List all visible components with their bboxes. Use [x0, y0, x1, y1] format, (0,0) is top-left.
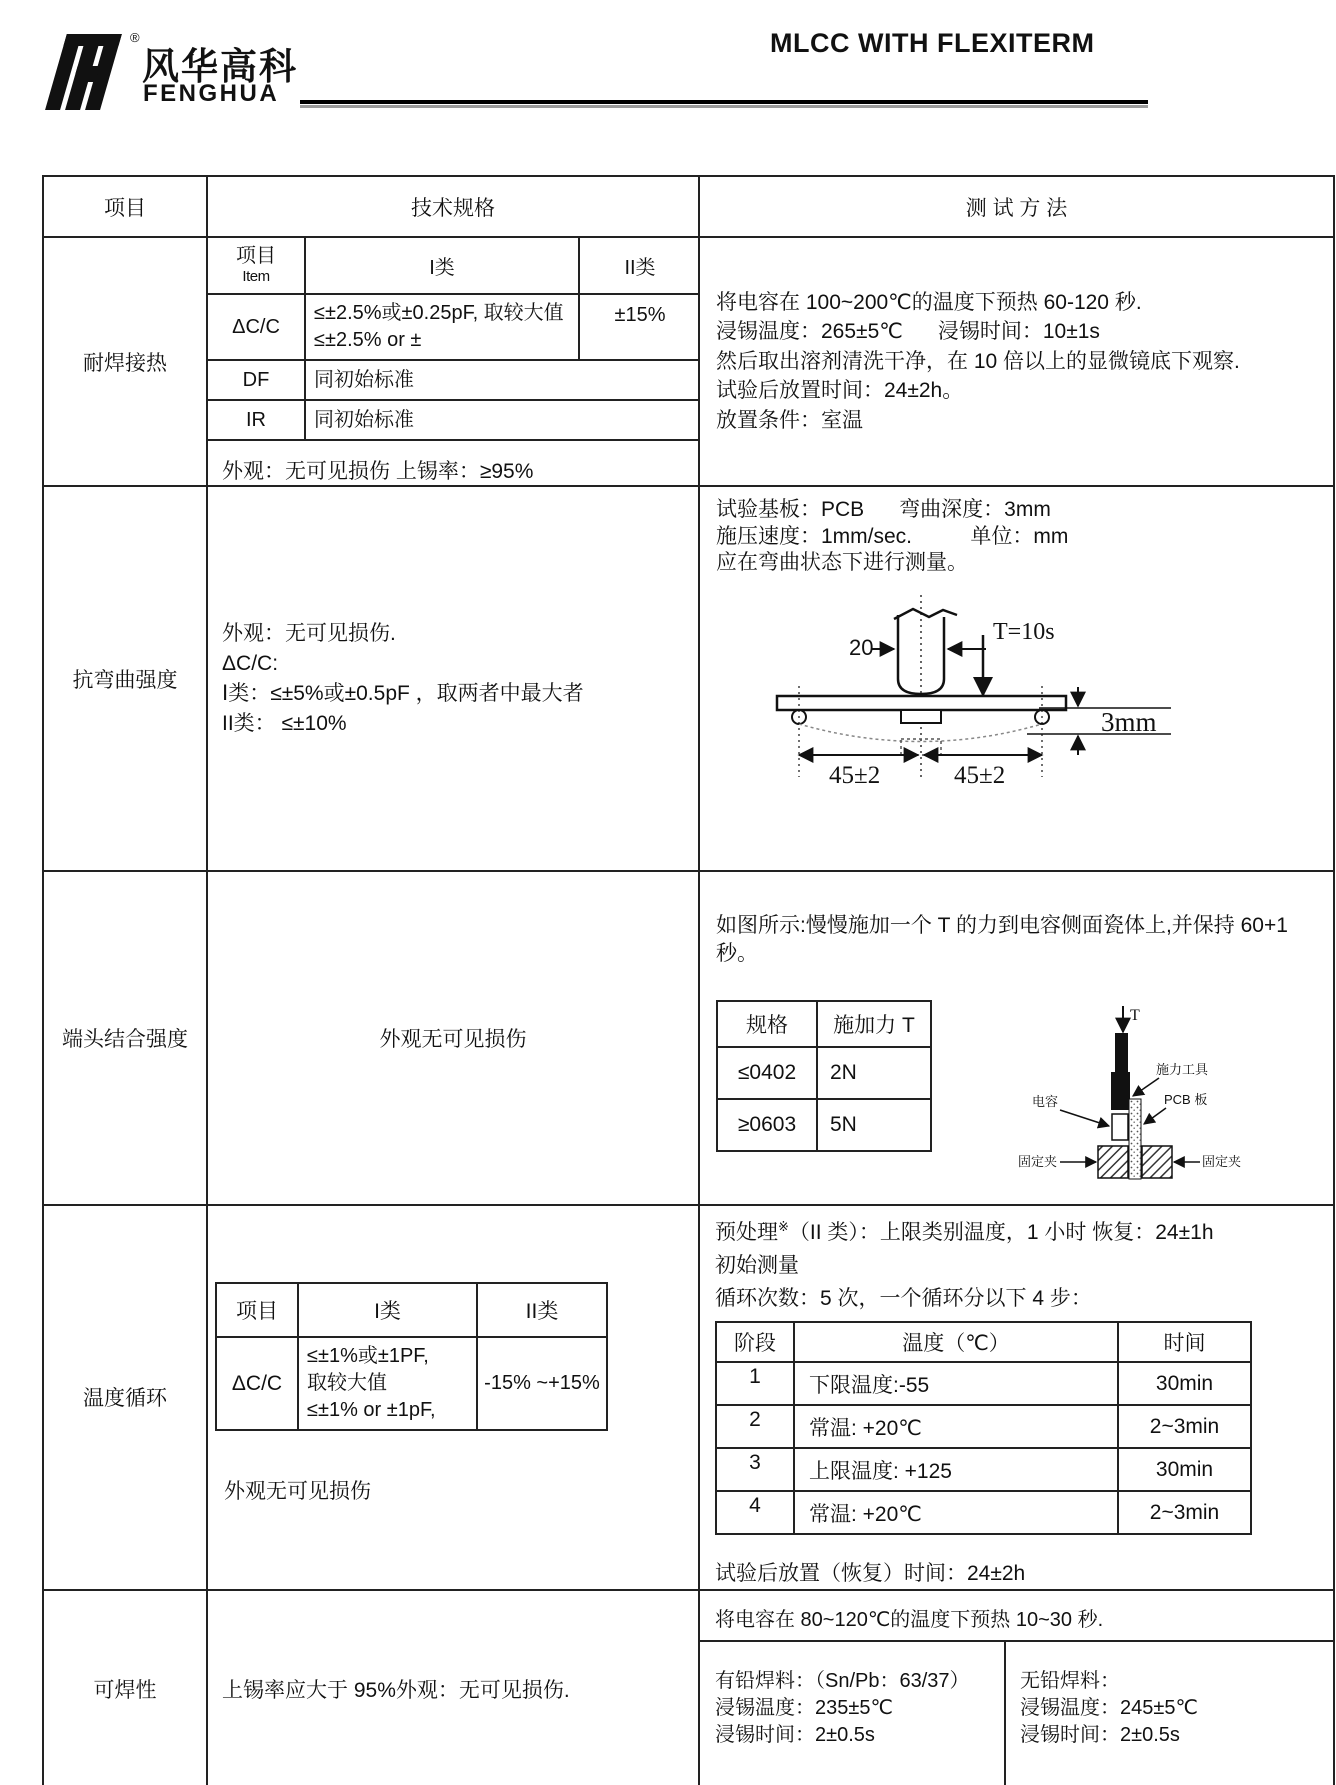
push-tool-upper: [1115, 1033, 1128, 1072]
cycle-stage: 2: [716, 1405, 794, 1448]
row-soldering-heat: [43, 237, 1334, 486]
method-line: 浸锡温度：265±5℃ 浸锡时间：10±1s: [716, 320, 1100, 344]
method-line: [715, 1210, 1333, 1249]
method-line: 施压速度：1mm/sec. 单位：mm: [716, 524, 1069, 548]
clamp-left-block: [1098, 1146, 1128, 1178]
cycle-stage: 1: [716, 1362, 794, 1405]
method-line: 初始测量: [715, 1254, 799, 1277]
cycle-time: 2~3min: [1118, 1405, 1251, 1448]
row2-method-cell: [699, 486, 1334, 871]
leaded-line: 浸锡时间：2±0.5s: [715, 1723, 875, 1746]
row4-method-cell: [699, 1205, 1334, 1590]
leaded-line: 浸锡温度：235±5℃: [715, 1696, 893, 1719]
row5-spec-cell: [207, 1590, 699, 1785]
force-row-value: 2N: [817, 1047, 931, 1099]
row1-df-label: DF: [208, 360, 305, 400]
row1-dcc-class1-value: ≤±2.5%或±0.25pF, 取较大值≤±2.5% or ±: [305, 294, 579, 360]
bend-span-right-label: 45±2: [954, 761, 1006, 789]
subtable-header-item: [208, 238, 305, 294]
cycle-header-time: 时间: [1118, 1322, 1251, 1362]
row4-dcc-line: ≤±1% or ±1pF,: [307, 1399, 436, 1421]
row1-ir-value: 同初始标准: [305, 400, 700, 440]
row3-item-label: 端头结合强度: [43, 871, 207, 1205]
row1-ir-label: IR: [208, 400, 305, 440]
spec-line: ΔC/C:: [222, 651, 279, 675]
bend-depth-label: 3mm: [1101, 706, 1157, 737]
cycle-stage: 4: [716, 1491, 794, 1534]
subtable-header-class1: I类: [298, 1283, 477, 1337]
spec-line: Ⅰ类：≤±5%或±0.5pF ，取两者中最大者: [222, 681, 584, 705]
push-tool-label: 施力工具: [1156, 1062, 1209, 1077]
capacitor-label: 电容: [1032, 1094, 1059, 1109]
row1-dcc-label: ΔC/C: [208, 294, 305, 360]
leaded-line: 有铅焊料：（Sn/Pb：63/37）: [715, 1669, 970, 1692]
row4-item-label: 温度循环: [43, 1205, 207, 1590]
method-line: 将电容在 100~200℃的温度下预热 60-120 秒.: [716, 290, 1142, 314]
cycle-row: [716, 1405, 1251, 1448]
row1-dcc-class2-value: ±15%: [579, 294, 700, 360]
clamp-left-label: 固定夹: [1018, 1154, 1058, 1169]
subtable-header-class2: II类: [579, 238, 700, 294]
leadfree-solder-block: [1006, 1642, 1333, 1785]
pcb-board-strip: [1129, 1099, 1141, 1179]
method-line: 应在弯曲状态下进行测量。: [716, 551, 968, 574]
cycle-temp: 常温: +20℃: [794, 1405, 1118, 1448]
force-row-size: ≤0402: [717, 1047, 817, 1099]
push-force-label: T: [1130, 1007, 1140, 1024]
brand-name-en: FENGHUA: [143, 80, 280, 107]
row3-method-cell: [699, 871, 1334, 1205]
method-line: 放置条件：室温: [716, 408, 863, 432]
reference-mark: ※: [778, 1219, 789, 1234]
row5-spec-text: 上锡率应大于 95%外观：无可见损伤.: [222, 1679, 570, 1702]
pcb-bar: [777, 696, 1066, 710]
subtable-header-item: 项目: [216, 1283, 298, 1337]
row-terminal-adhesion: [43, 871, 1334, 1205]
clamp-right-label: 固定夹: [1202, 1154, 1242, 1169]
row4-method-footer: 试验后放置（恢复）时间：24±2h: [715, 1562, 1026, 1585]
subtable-header-item-cn: 项目: [236, 245, 276, 268]
row5-item-label: 可焊性: [43, 1590, 207, 1785]
force-row-value: 5N: [817, 1099, 931, 1151]
row5-method-cell: [699, 1590, 1334, 1785]
row4-dcc-label: ΔC/C: [216, 1337, 298, 1430]
cycle-time: 2~3min: [1118, 1491, 1251, 1534]
row1-df-value: 同初始标准: [305, 360, 700, 400]
method-line: 试验后放置时间：24±2h。: [716, 379, 964, 403]
page-title: MLCC WITH FLEXITERM: [770, 28, 1095, 58]
force-header-size: 规格: [717, 1001, 817, 1047]
cycle-temp: 下限温度:-55: [794, 1362, 1118, 1405]
bend-span-left-label: 45±2: [829, 761, 881, 789]
spec-table-header-row: [43, 176, 1334, 237]
cycle-row: [716, 1362, 1251, 1405]
cycle-table: [715, 1321, 1252, 1535]
row4-dcc-line: ≤±1%或±1PF,: [307, 1345, 429, 1367]
force-table: [716, 1000, 932, 1152]
row-bending-strength: [43, 486, 1334, 871]
fenghua-logo-icon: [44, 30, 136, 114]
row1-item-label: 耐焊接热: [43, 237, 207, 486]
registered-mark-icon: ®: [130, 30, 140, 45]
cycle-row: [716, 1448, 1251, 1491]
col-header-spec: 技术规格: [207, 176, 699, 237]
leaded-solder-block: [700, 1642, 1006, 1785]
header-rule: [300, 100, 1148, 108]
row3-spec-text: 外观无可见损伤: [379, 1028, 527, 1051]
push-tool-lower: [1111, 1072, 1130, 1110]
force-row-size: ≥0603: [717, 1099, 817, 1151]
cycle-header-stage: 阶段: [716, 1322, 794, 1362]
row4-dcc-class2-value: -15% ~+15%: [477, 1337, 607, 1430]
pretreat-text: 预处理: [715, 1221, 778, 1244]
subtable-header-class2: II类: [477, 1283, 607, 1337]
spec-line: 外观：无可见损伤.: [222, 621, 396, 645]
row4-spec-cell: [207, 1205, 699, 1590]
row4-dcc-line: 取较大值: [307, 1372, 387, 1394]
cycle-row: [716, 1491, 1251, 1534]
clamp-right-block: [1142, 1146, 1172, 1178]
cycle-temp: 上限温度: +125: [794, 1448, 1118, 1491]
leadfree-line: 浸锡温度：245±5℃: [1020, 1696, 1198, 1719]
pretreat-rest: （II 类）：上限类别温度，1 小时 恢复：24±1h: [788, 1221, 1214, 1244]
method-line: 试验基板：PCB 弯曲深度：3mm: [716, 498, 1051, 521]
row1-method-cell: [699, 237, 1334, 486]
bend-hold-time-label: T=10s: [993, 618, 1055, 645]
subtable-header-class1: I类: [305, 238, 579, 294]
row3-spec-cell: [207, 871, 699, 1205]
leadfree-line: 无铅焊料：: [1020, 1669, 1120, 1692]
subtable-header-item-en: Item: [242, 268, 270, 286]
row1-appearance-note: 外观：无可见损伤 上锡率：≥95%: [222, 460, 534, 483]
brand-name-cn: 风华高科: [142, 46, 298, 87]
row4-dcc-class1-value: [298, 1337, 477, 1430]
chip-rect: [901, 710, 941, 723]
capacitor-rect: [1112, 1114, 1128, 1140]
push-test-diagram: [1016, 1004, 1246, 1199]
row1-spec-subtable: [208, 238, 700, 441]
cycle-temp: 常温: +20℃: [794, 1491, 1118, 1534]
cycle-stage: 3: [716, 1448, 794, 1491]
spec-line: II类： ≤±10%: [222, 711, 347, 735]
method-line: 然后取出溶剂清洗干净，在 10 倍以上的显微镜底下观察.: [716, 349, 1240, 373]
method-line: 循环次数：5 次，一个循环分以下 4 步：: [715, 1287, 1092, 1310]
row4-appearance-note: 外观无可见损伤: [224, 1480, 371, 1503]
row-solderability: [43, 1590, 1334, 1785]
row-temperature-cycle: [43, 1205, 1334, 1590]
row2-item-label: 抗弯曲强度: [43, 486, 207, 871]
cycle-time: 30min: [1118, 1362, 1251, 1405]
cycle-header-temp: 温度（℃）: [794, 1322, 1118, 1362]
cycle-time: 30min: [1118, 1448, 1251, 1491]
leadfree-line: 浸锡时间：2±0.5s: [1020, 1723, 1180, 1746]
col-header-method: 测 试 方 法: [699, 176, 1334, 237]
bend-test-diagram: [771, 591, 1241, 791]
spec-table: [42, 175, 1335, 1785]
row5-method-preheat: 将电容在 80~120℃的温度下预热 10~30 秒.: [700, 1591, 1333, 1642]
row4-spec-subtable: [215, 1282, 608, 1431]
col-header-item: 项目: [43, 176, 207, 237]
row3-method-intro: 如图所示:慢慢施加一个 T 的力到电容侧面瓷体上,并保持 60+1 秒。: [716, 914, 1288, 965]
force-header-force: 施加力 T: [817, 1001, 931, 1047]
row2-spec-cell: [207, 486, 699, 871]
pcb-label: PCB 板: [1164, 1092, 1208, 1107]
bend-width-label: 20: [849, 634, 874, 660]
